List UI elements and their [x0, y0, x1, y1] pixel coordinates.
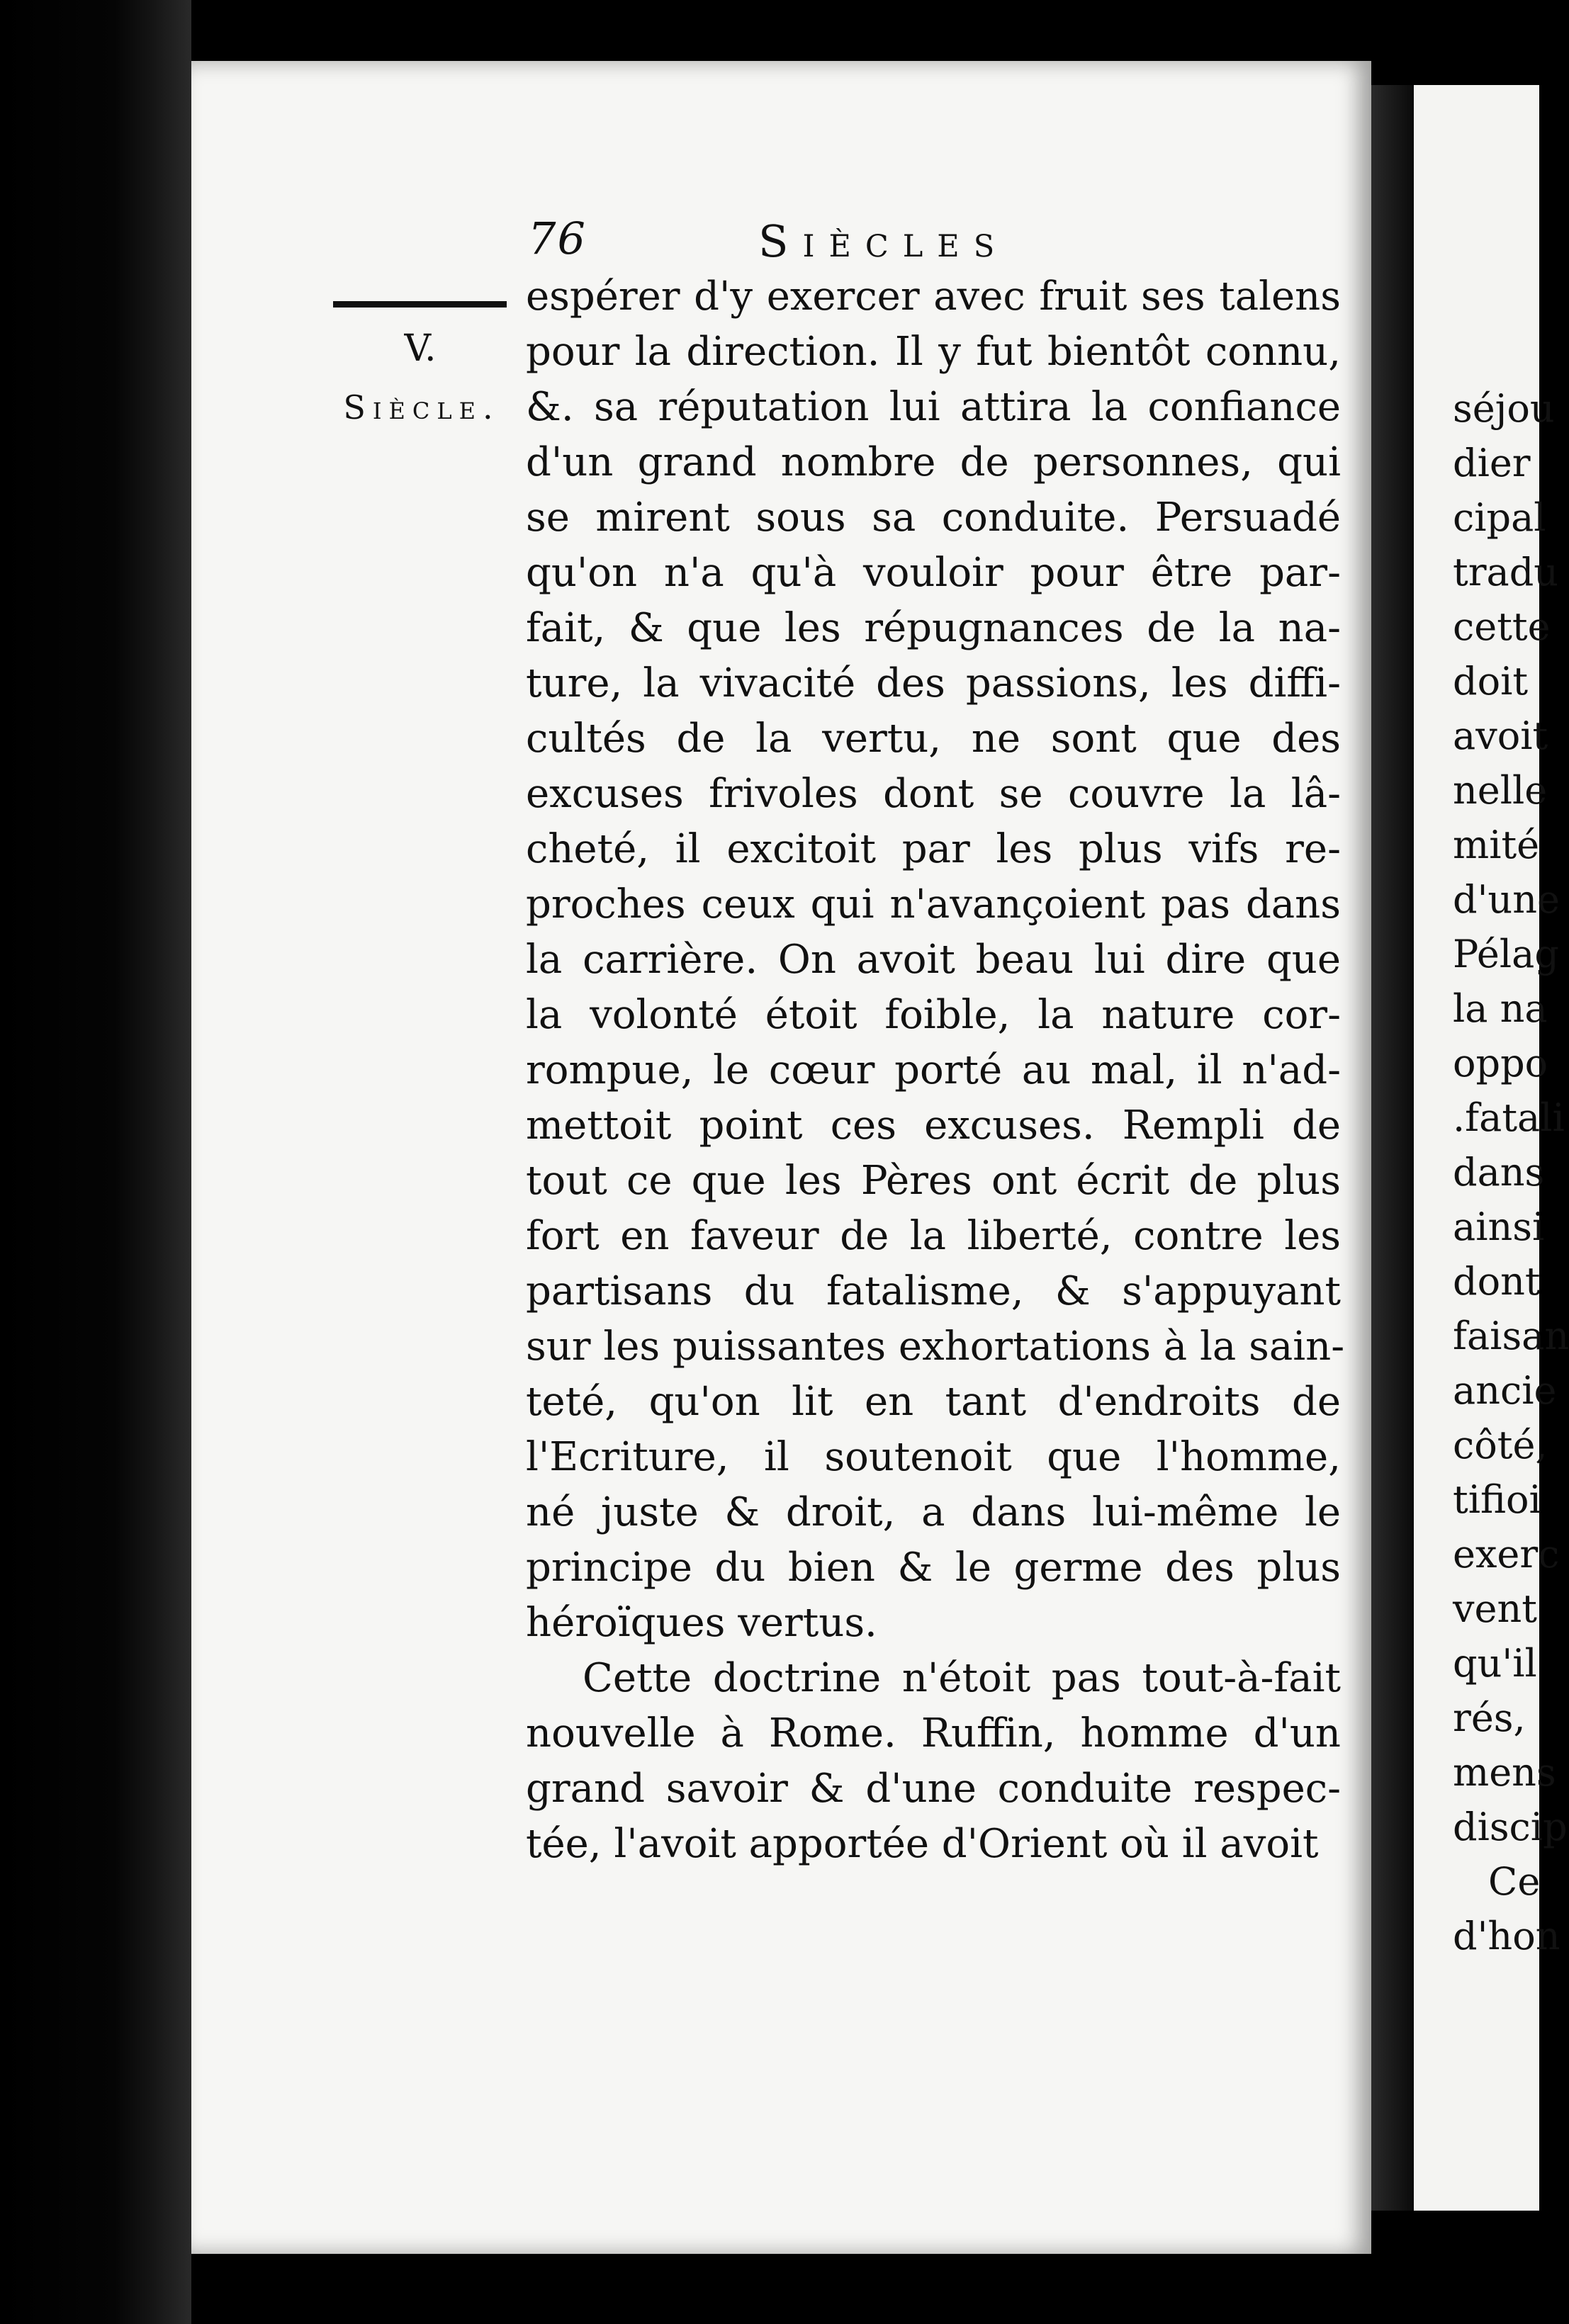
body-text: [526, 269, 1345, 1872]
facing-text-line: dier: [1453, 441, 1531, 485]
text-line: proches ceux qui n'avançoient pas dans: [526, 881, 1341, 927]
text-line: la volonté étoit foible, la nature cor-: [526, 992, 1341, 1038]
facing-text-line: ancie: [1453, 1368, 1557, 1413]
text-line: tée, l'avoit apportée d'Orient où il avoit: [526, 1821, 1319, 1867]
facing-page: [1414, 85, 1569, 2211]
text-line: &. sa réputation lui attira la confiance: [526, 384, 1341, 430]
facing-text-line: ainsi: [1453, 1205, 1545, 1249]
text-line: mettoit point ces excuses. Rempli de: [526, 1102, 1341, 1149]
facing-text-line: Pélag: [1453, 932, 1559, 976]
facing-text-line: dans: [1453, 1150, 1545, 1195]
facing-text-line: .fatali: [1453, 1095, 1565, 1140]
text-line: héroïques vertus.: [526, 1600, 877, 1646]
facing-text-line: séjou: [1453, 386, 1555, 431]
text-line: grand savoir & d'une conduite respec-: [526, 1766, 1341, 1812]
facing-text-line: qu'il: [1453, 1641, 1537, 1686]
facing-text-line: d'hon: [1453, 1914, 1560, 1958]
text-line: cheté, il excitoit par les plus vifs re-: [526, 826, 1341, 872]
text-line: la carrière. On avoit beau lui dire que: [526, 937, 1341, 983]
page-number: 76: [528, 213, 587, 264]
text-line: nouvelle à Rome. Ruffin, homme d'un: [526, 1710, 1341, 1756]
facing-text-line: tradu: [1453, 550, 1559, 594]
page-header: [528, 213, 1067, 269]
text-line: fort en faveur de la liberté, contre les: [526, 1213, 1341, 1259]
facing-text-line: oppo: [1453, 1041, 1548, 1085]
book-edge-left: [0, 0, 191, 2324]
book-gutter: [1371, 85, 1414, 2211]
facing-text-line: cipal: [1453, 495, 1546, 540]
text-line: pour la direction. Il y fut bientôt connu,: [526, 329, 1341, 375]
running-head: Siècles: [758, 215, 1009, 267]
text-line: se mirent sous sa conduite. Persuadé: [526, 495, 1341, 541]
text-line: espérer d'y exercer avec fruit ses talens: [526, 273, 1341, 320]
text-line: teté, qu'on lit en tant d'endroits de: [526, 1379, 1341, 1425]
facing-text-line: avoit: [1453, 713, 1548, 758]
text-line: l'Ecriture, il soutenoit que l'homme,: [526, 1434, 1341, 1480]
margin-century-number: V.: [404, 327, 437, 370]
text-line: d'un grand nombre de personnes, qui: [526, 439, 1341, 485]
text-line: Cette doctrine n'étoit pas tout-à-fait: [583, 1655, 1341, 1701]
facing-text-line: tifioi: [1453, 1477, 1541, 1522]
facing-text-line: doit: [1453, 659, 1529, 704]
facing-text-line: faisan: [1453, 1314, 1569, 1358]
facing-text-line: mité: [1453, 823, 1540, 867]
text-line: né juste & droit, a dans lui-même le: [526, 1489, 1341, 1535]
text-line: cultés de la vertu, ne sont que des: [526, 716, 1341, 762]
text-line: qu'on n'a qu'à vouloir pour être par-: [526, 550, 1341, 596]
text-line: sur les puissantes exhortations à la sain-: [526, 1324, 1345, 1370]
facing-text-line: dont: [1453, 1259, 1541, 1304]
text-line: ture, la vivacité des passions, les diffi-: [526, 660, 1341, 706]
text-line: fait, & que les répugnances de la na-: [526, 605, 1341, 651]
facing-text-line: Ce: [1488, 1859, 1541, 1904]
text-line: excuses frivoles dont se couvre la lâ-: [526, 771, 1341, 817]
text-line: principe du bien & le germe des plus: [526, 1545, 1341, 1591]
facing-text-line: mens: [1453, 1750, 1556, 1795]
facing-text-line: d'une: [1453, 877, 1560, 922]
text-line: rompue, le cœur porté au mal, il n'ad-: [526, 1047, 1341, 1093]
text-line: tout ce que les Pères ont écrit de plus: [526, 1158, 1341, 1204]
facing-text-line: la na: [1453, 986, 1548, 1031]
facing-page-text: [1453, 381, 1569, 1963]
facing-text-line: vent: [1453, 1586, 1537, 1631]
facing-text-line: côté,: [1453, 1423, 1548, 1467]
margin-century-label: Siècle.: [343, 388, 500, 427]
facing-text-line: cette: [1453, 604, 1551, 649]
facing-text-line: discip: [1453, 1805, 1568, 1849]
text-line: partisans du fatalisme, & s'appuyant: [526, 1268, 1341, 1314]
facing-text-line: nelle: [1453, 768, 1548, 813]
facing-text-line: exerc: [1453, 1532, 1560, 1576]
facing-text-line: rés,: [1453, 1696, 1526, 1740]
margin-rule: [333, 301, 507, 308]
